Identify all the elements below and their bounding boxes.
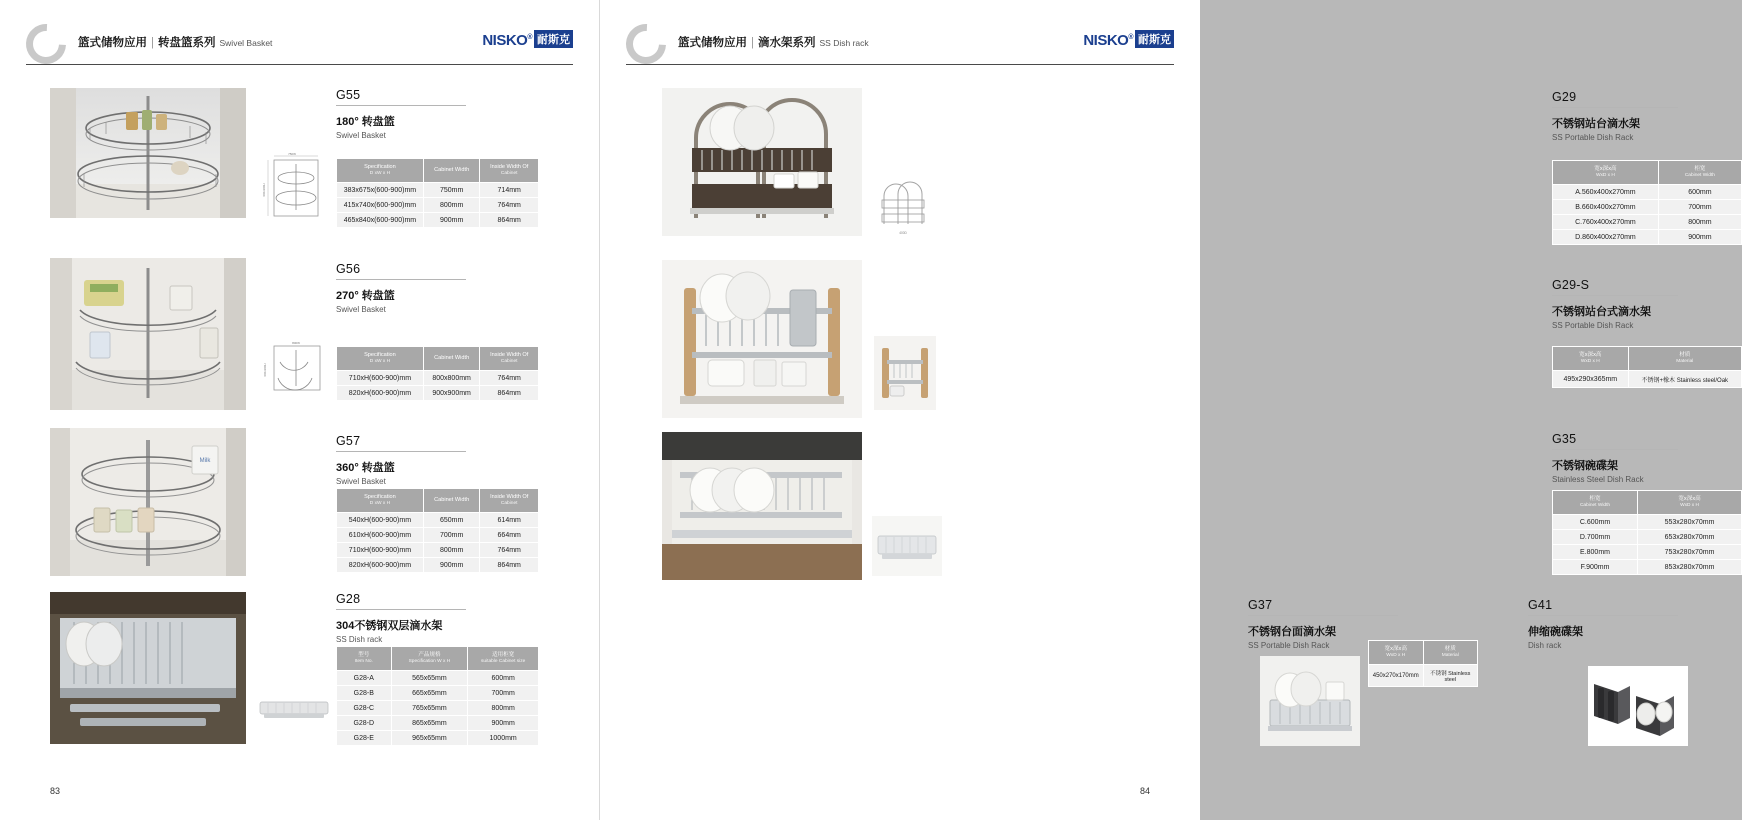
table-row: G28-B 665x65mm 700mm (337, 686, 539, 701)
left-page (0, 0, 600, 820)
col-header: 适用柜宽 suitable Cabinet size (468, 647, 539, 671)
col-header: 型号 Item No. (337, 647, 392, 671)
product-name-en: SS Dish rack (336, 635, 383, 644)
col-header: Inside Width Of Cabinet (480, 489, 539, 513)
product-name-en: Stainless Steel Dish Rack (1552, 475, 1644, 484)
svg-text:800W: 800W (292, 341, 300, 345)
product-code: G57 (336, 434, 361, 448)
brand-tm: ® (1128, 34, 1133, 41)
spec-table-g35 (1552, 490, 1742, 575)
product-head-g29s (1552, 278, 1678, 330)
spec-table (1368, 640, 1478, 687)
product-photo-g35 (662, 432, 862, 580)
col-header: Inside Width Of Cabinet (480, 347, 539, 371)
table-row: 710xH(600-900)mm 800mm 764mm (337, 543, 539, 558)
spec-table (336, 346, 539, 401)
header-title: 篮式储物应用 | 转盘篮系列 Swivel Basket (78, 37, 273, 49)
spec-table (1552, 346, 1742, 388)
product-head-g29 (1552, 90, 1678, 142)
product-name-cn: 不锈钢碗碟架 (1552, 460, 1618, 472)
rule (1552, 107, 1678, 108)
col-header: Inside Width Of Cabinet (480, 159, 539, 183)
col-header: Specification D xW x H (337, 489, 424, 513)
table-row: G28-C 765x65mm 800mm (337, 701, 539, 716)
col-header: 材质 Material (1423, 641, 1478, 665)
table-row: F.900mm 853x280x70mm (1553, 560, 1742, 575)
right-page (600, 0, 1729, 820)
product-name-en: SS Portable Dish Rack (1248, 641, 1330, 650)
table-row: C.600mm 553x280x70mm (1553, 515, 1742, 530)
table-row: E.800mm 753x280x70mm (1553, 545, 1742, 560)
col-header: 宽x深x高 WxD x H (1369, 641, 1424, 665)
product-name-en: SS Portable Dish Rack (1552, 321, 1634, 330)
product-code: G56 (336, 262, 361, 276)
product-name-cn: 304不锈钢双层滴水架 (336, 620, 443, 632)
header-rule (626, 64, 1174, 65)
table-row: 820xH(600-900)mm 900mm 864mm (337, 558, 539, 573)
spec-table-g28 (336, 646, 539, 746)
header-title: 篮式储物应用 | 滴水架系列 SS Dish rack (678, 37, 869, 49)
col-header: 柜宽 Cabinet Width (1553, 491, 1638, 515)
product-name-cn: 180° 转盘篮 (336, 116, 395, 128)
product-name-en: Swivel Basket (336, 305, 386, 314)
col-header: Specification D xW x H (337, 159, 424, 183)
spec-table (336, 488, 539, 573)
table-row: 415x740x(600-900)mm 800mm 764mm (337, 198, 539, 213)
svg-text:600-900H: 600-900H (262, 183, 266, 197)
table-row: B.660x400x270mm 700mm (1553, 200, 1742, 215)
spec-table-g29s (1552, 346, 1742, 388)
brand-name: NISKO (482, 32, 528, 49)
brand-name-cn: 耐斯克 (534, 30, 573, 48)
line-drawing-g55 (262, 152, 328, 224)
table-row: D.860x400x270mm 900mm (1553, 230, 1742, 245)
rule (336, 451, 466, 452)
col-header: 材质 Material (1628, 347, 1741, 371)
product-name-en: Swivel Basket (336, 477, 386, 486)
header-series-cn: 转盘篮系列 (158, 37, 216, 49)
product-name-en: SS Portable Dish Rack (1552, 133, 1634, 142)
product-photo-g29 (662, 88, 862, 236)
product-photo-g55 (50, 88, 246, 218)
product-code: G28 (336, 592, 361, 606)
product-code: G55 (336, 88, 361, 102)
product-code: G29 (1552, 90, 1577, 104)
table-row: G28-D 865x65mm 900mm (337, 716, 539, 731)
spec-table (1552, 490, 1742, 575)
svg-text:Milk: Milk (199, 458, 211, 464)
line-drawing-g29s (874, 336, 936, 410)
product-photo-g41 (1588, 666, 1688, 746)
right-page-header (626, 24, 1174, 66)
col-header: 宽x深x高 WxD x H (1638, 491, 1742, 515)
header-category: 篮式储物应用 (678, 37, 747, 49)
product-code: G41 (1528, 598, 1553, 612)
product-head-g56 (336, 262, 466, 314)
rule (1528, 615, 1678, 616)
header-rule (26, 64, 573, 65)
spec-table-g55 (336, 158, 539, 228)
brand-logo (1083, 30, 1174, 49)
product-name-cn: 伸缩碗碟架 (1528, 626, 1583, 638)
rule (1248, 615, 1398, 616)
header-series-en: Swivel Basket (219, 38, 273, 48)
spec-table-g57 (336, 488, 539, 573)
rule (336, 609, 466, 610)
col-header: 宽x深x高 WxD x H (1553, 347, 1629, 371)
product-head-g28 (336, 592, 466, 644)
table-row: 820xH(600-900)mm 900x900mm 864mm (337, 386, 539, 401)
line-drawing-g29 (872, 176, 934, 238)
line-drawing-g56 (262, 340, 330, 398)
product-name-cn: 不锈钢站台滴水架 (1552, 118, 1640, 130)
rule (1552, 449, 1678, 450)
svg-text:750W: 750W (288, 152, 296, 156)
spec-table-g29 (1552, 160, 1742, 245)
line-drawing-g35 (872, 516, 942, 576)
product-photo-g37 (1260, 656, 1360, 746)
spec-table (1552, 160, 1742, 245)
table-row: 450x270x170mm 不锈钢 Stainless steel (1369, 665, 1478, 687)
product-photo-g29s (662, 260, 862, 418)
product-head-g35 (1552, 432, 1678, 484)
table-row: D.700mm 653x280x70mm (1553, 530, 1742, 545)
rule (336, 279, 466, 280)
col-header: Cabinet Width (423, 159, 480, 183)
rule (336, 105, 466, 106)
page-number-right: 84 (1139, 786, 1150, 796)
table-row: 610xH(600-900)mm 700mm 664mm (337, 528, 539, 543)
product-code: G35 (1552, 432, 1577, 446)
header-series-en: SS Dish rack (819, 38, 869, 48)
product-name-en: Swivel Basket (336, 131, 386, 140)
table-row: A.560x400x270mm 600mm (1553, 185, 1742, 200)
col-header: 宽x深x高 WxD x H (1553, 161, 1659, 185)
product-photo-g57 (50, 428, 246, 576)
brand-name: NISKO (1083, 32, 1129, 49)
product-name-cn: 不锈钢台面滴水架 (1248, 626, 1336, 638)
page-number-left: 83 (50, 786, 61, 796)
table-row: G28-A 565x65mm 600mm (337, 671, 539, 686)
table-row: 540xH(600-900)mm 650mm 614mm (337, 513, 539, 528)
line-drawing-g28 (256, 682, 332, 734)
table-row: 383x675x(600-900)mm 750mm 714mm (337, 183, 539, 198)
product-head-g55 (336, 88, 466, 140)
brand-name-cn: 耐斯克 (1135, 30, 1174, 48)
col-header: 产品规格 Specification W x H (391, 647, 468, 671)
svg-text:400D: 400D (899, 231, 907, 235)
col-header: Specification D xW x H (337, 347, 424, 371)
table-row: 495x290x365mm 不锈钢+橡木 Stainless steel/Oak (1553, 371, 1742, 388)
product-name-en: Dish rack (1528, 641, 1562, 650)
col-header: Cabinet Width (423, 347, 480, 371)
table-row: C.760x400x270mm 800mm (1553, 215, 1742, 230)
col-header: Cabinet Width (423, 489, 480, 513)
svg-text:600-900H: 600-900H (263, 363, 267, 377)
left-page-header (26, 24, 573, 66)
product-photo-g28 (50, 592, 246, 744)
table-row: 710xH(600-900)mm 800x800mm 764mm (337, 371, 539, 386)
header-category: 篮式储物应用 (78, 37, 147, 49)
spec-table-g56 (336, 346, 539, 401)
spec-table (336, 646, 539, 746)
product-head-g57 (336, 434, 466, 486)
product-code: G29-S (1552, 278, 1590, 292)
product-name-cn: 270° 转盘篮 (336, 290, 395, 302)
col-header: 柜宽 Cabinet Width (1658, 161, 1741, 185)
spec-table (336, 158, 539, 228)
product-name-cn: 360° 转盘篮 (336, 462, 395, 474)
spec-table-g37 (1368, 640, 1478, 687)
brand-tm: ® (527, 34, 532, 41)
table-row: G28-E 965x65mm 1000mm (337, 731, 539, 746)
rule (1552, 295, 1678, 296)
header-series-cn: 滴水架系列 (758, 37, 816, 49)
table-row: 465x840x(600-900)mm 900mm 864mm (337, 213, 539, 228)
brand-logo (482, 30, 573, 49)
product-name-cn: 不锈钢站台式滴水架 (1552, 306, 1651, 318)
product-code: G37 (1248, 598, 1273, 612)
product-head-g41 (1528, 598, 1678, 650)
product-photo-g56 (50, 258, 246, 410)
